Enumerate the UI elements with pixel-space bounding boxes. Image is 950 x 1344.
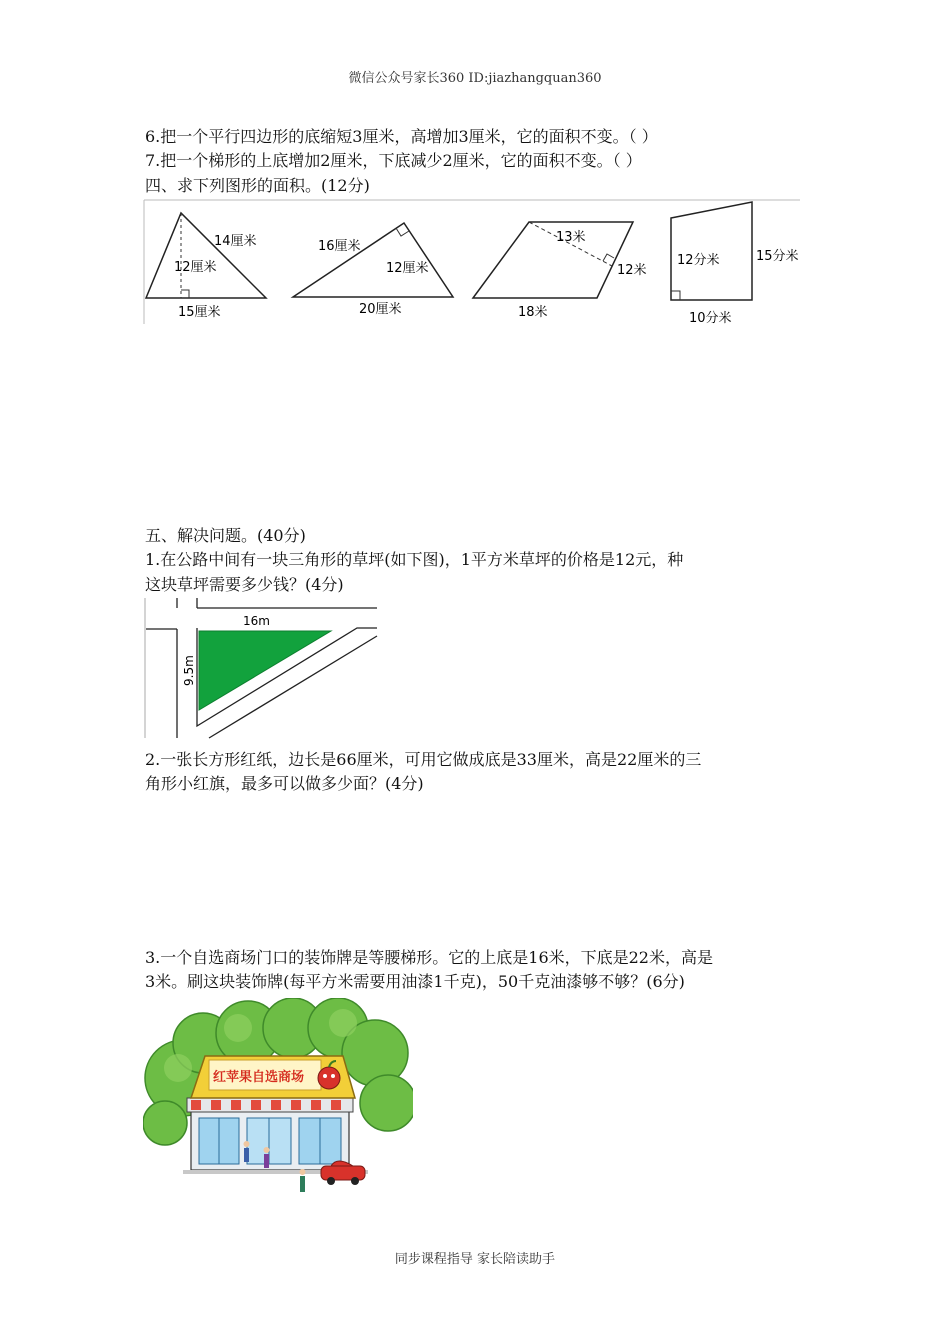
problem-1-line-1: 1.在公路中间有一块三角形的草坪(如下图)，1平方米草坪的价格是12元，种 [145, 550, 684, 569]
section-4-title: 四、求下列图形的面积。(12分) [145, 176, 370, 195]
problem-3-line-2: 3米。刷这块装饰牌(每平方米需要用油漆1千克)，50千克油漆够不够？(6分) [145, 972, 685, 991]
fig2-leg-a-label: 16厘米 [318, 239, 361, 254]
fig4-height-label: 10分米 [689, 311, 732, 326]
area-figures [140, 198, 810, 330]
figure-triangle-1 [146, 213, 266, 320]
figure-right-triangle [293, 223, 453, 317]
problem-2-line-2: 角形小红旗，最多可以做多少面？(4分) [145, 774, 424, 793]
fig3-height-label: 12米 [617, 263, 647, 278]
figure-parallelogram [473, 222, 647, 320]
road-top-label: 16m [243, 614, 270, 628]
shop-sign-text: 红苹果自选商场 [213, 1070, 305, 1085]
fig4-upper-label: 12分米 [677, 253, 720, 268]
fig1-height-label: 12厘米 [174, 260, 217, 275]
grass-triangle [199, 631, 331, 710]
fig1-base-label: 15厘米 [178, 305, 221, 320]
problem-2-line-1: 2.一张长方形红纸，边长是66厘米，可用它做成底是33厘米，高是22厘米的三 [145, 750, 702, 769]
fig4-lower-label: 15分米 [756, 249, 799, 264]
page-footer: 同步课程指导 家长陪读助手 [394, 1252, 556, 1267]
section-5-title: 五、解决问题。(40分) [145, 526, 306, 545]
shop-illustration [143, 998, 413, 1203]
road-figure [143, 598, 383, 743]
question-7: 7.把一个梯形的上底增加2厘米，下底减少2厘米，它的面积不变。（ ） [145, 151, 642, 170]
fig3-base-label: 18米 [518, 305, 548, 320]
problem-3-line-1: 3.一个自选商场门口的装饰牌是等腰梯形。它的上底是16米，下底是22米，高是 [145, 948, 713, 967]
fig2-hyp-label: 20厘米 [359, 302, 402, 317]
question-6: 6.把一个平行四边形的底缩短3厘米，高增加3厘米，它的面积不变。（ ） [145, 127, 658, 146]
fig1-side-label: 14厘米 [214, 234, 257, 249]
fig2-leg-b-label: 12厘米 [386, 261, 429, 276]
problem-1-line-2: 这块草坪需要多少钱？(4分) [145, 575, 344, 594]
fig3-side-label: 13米 [556, 230, 586, 245]
page-header: 微信公众号家长360 ID:jiazhangquan360 [348, 71, 602, 86]
road-side-label: 9.5m [182, 655, 196, 686]
figure-trapezoid [671, 202, 799, 326]
